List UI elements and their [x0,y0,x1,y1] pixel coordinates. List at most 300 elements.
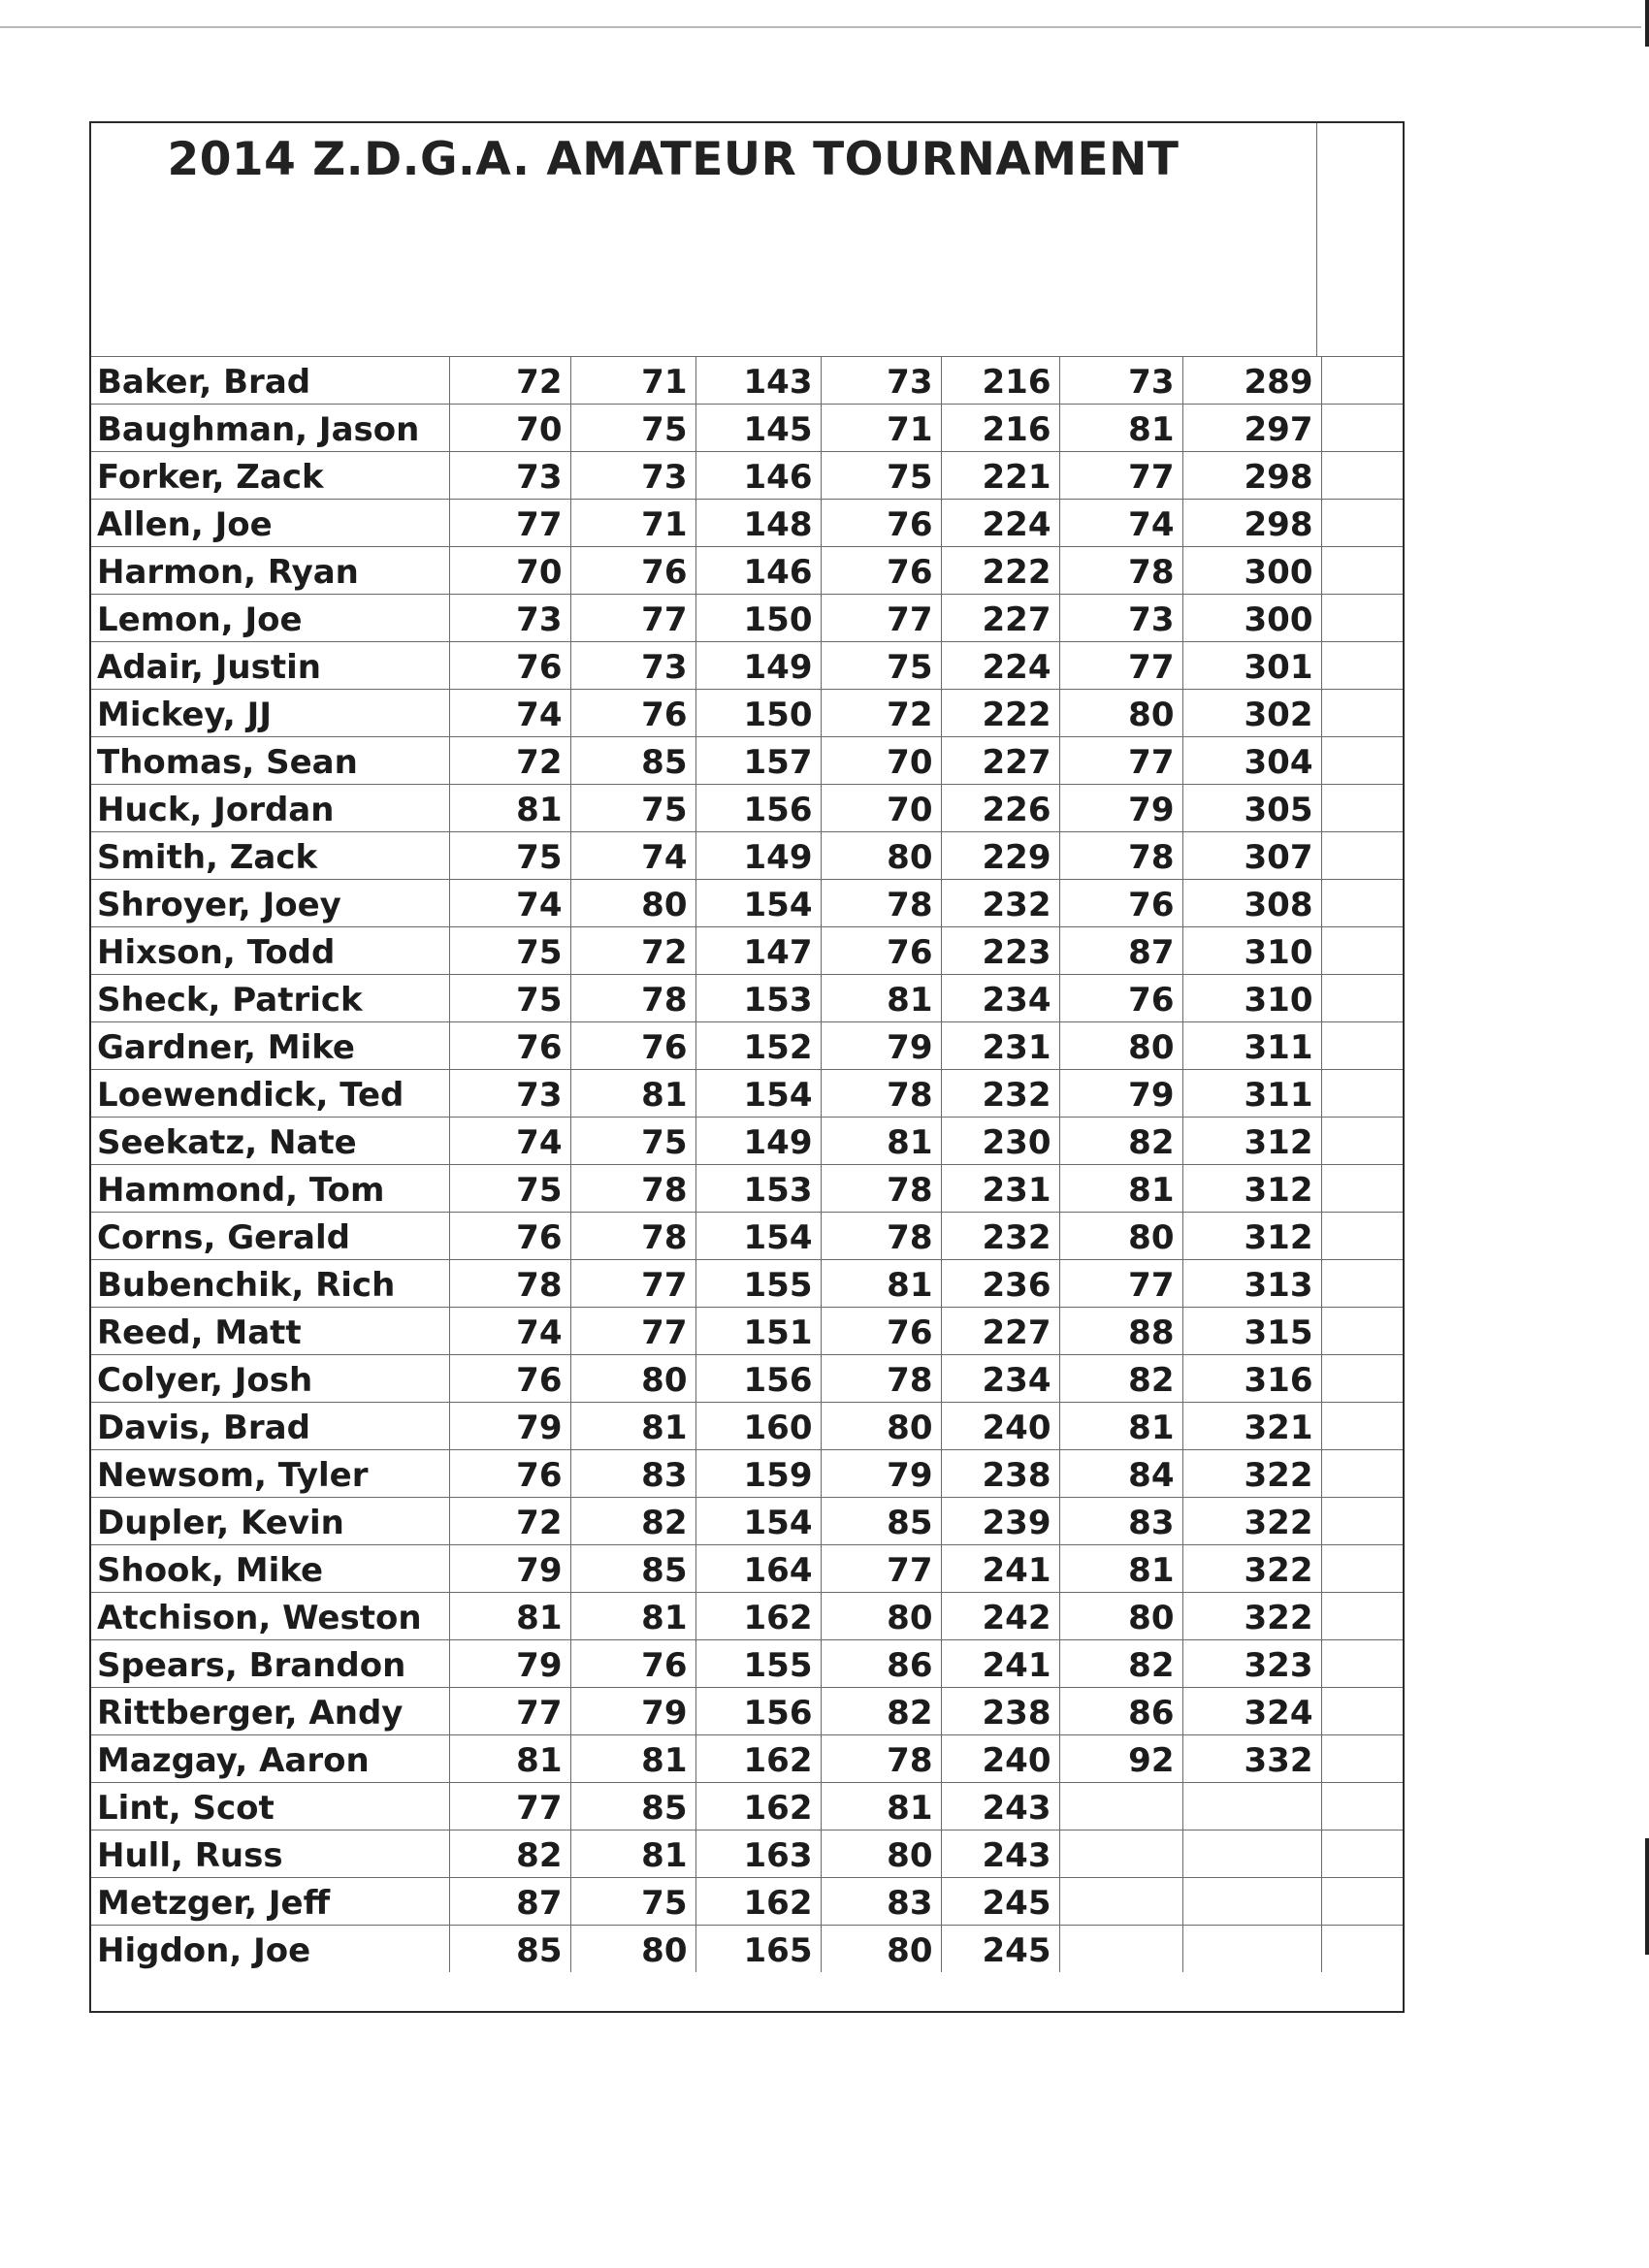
round-2-score: 82 [570,1497,695,1544]
total-72-score: 310 [1182,974,1321,1021]
player-name: Atchison, Weston [91,1592,449,1639]
round-2-score: 73 [570,451,695,499]
round-1-score: 70 [449,404,570,451]
empty-cell [1321,1639,1403,1687]
round-4-score: 88 [1059,1307,1182,1354]
empty-cell [1321,1402,1403,1449]
round-2-score: 78 [570,1164,695,1212]
total-36-score: 150 [695,594,821,641]
total-36-score: 163 [695,1830,821,1877]
total-54-score: 238 [941,1449,1059,1497]
total-72-score: 298 [1182,451,1321,499]
total-54-score: 221 [941,451,1059,499]
round-2-score: 85 [570,736,695,784]
total-36-score: 162 [695,1592,821,1639]
total-72-score: 312 [1182,1117,1321,1164]
table-row [91,546,1403,594]
total-54-score: 243 [941,1830,1059,1877]
round-3-score: 76 [821,499,941,546]
round-1-score: 77 [449,499,570,546]
table-row [91,499,1403,546]
total-72-score [1182,1782,1321,1830]
round-4-score: 86 [1059,1687,1182,1734]
total-54-score: 229 [941,831,1059,879]
total-54-score: 238 [941,1687,1059,1734]
round-4-score: 78 [1059,546,1182,594]
empty-cell [1321,831,1403,879]
total-72-score: 322 [1182,1497,1321,1544]
round-2-score: 74 [570,831,695,879]
scan-edge-mark [1645,1838,1649,1955]
total-36-score: 160 [695,1402,821,1449]
player-name: Metzger, Jeff [91,1877,449,1925]
player-name: Mickey, JJ [91,689,449,736]
round-4-score: 92 [1059,1734,1182,1782]
total-36-score: 146 [695,546,821,594]
total-36-score: 154 [695,1212,821,1259]
round-3-score: 81 [821,1782,941,1830]
table-row [91,594,1403,641]
player-name: Seekatz, Nate [91,1117,449,1164]
round-1-score: 75 [449,926,570,974]
total-54-score: 216 [941,356,1059,404]
total-36-score: 152 [695,1021,821,1069]
total-36-score: 145 [695,404,821,451]
total-36-score: 151 [695,1307,821,1354]
round-2-score: 71 [570,356,695,404]
round-3-score: 80 [821,1830,941,1877]
player-name: Colyer, Josh [91,1354,449,1402]
total-36-score: 155 [695,1639,821,1687]
round-4-score: 80 [1059,1592,1182,1639]
total-54-score: 222 [941,546,1059,594]
round-4-score: 73 [1059,356,1182,404]
total-72-score: 302 [1182,689,1321,736]
player-name: Lemon, Joe [91,594,449,641]
total-54-score: 227 [941,736,1059,784]
round-3-score: 78 [821,1734,941,1782]
total-72-score: 298 [1182,499,1321,546]
round-2-score: 80 [570,879,695,926]
round-1-score: 74 [449,1307,570,1354]
empty-cell [1321,594,1403,641]
total-36-score: 156 [695,1354,821,1402]
round-1-score: 74 [449,689,570,736]
table-row [91,926,1403,974]
player-name: Gardner, Mike [91,1021,449,1069]
table-row [91,1259,1403,1307]
total-72-score: 312 [1182,1212,1321,1259]
round-1-score: 72 [449,1497,570,1544]
total-36-score: 165 [695,1925,821,1972]
player-name: Shook, Mike [91,1544,449,1592]
table-row [91,1877,1403,1925]
total-72-score: 312 [1182,1164,1321,1212]
empty-cell [1321,1354,1403,1402]
header-column-divider [1316,123,1317,356]
round-3-score: 86 [821,1639,941,1687]
total-54-score: 223 [941,926,1059,974]
round-2-score: 77 [570,1259,695,1307]
empty-cell [1321,926,1403,974]
round-3-score: 78 [821,1212,941,1259]
round-2-score: 81 [570,1069,695,1117]
round-2-score: 81 [570,1402,695,1449]
total-72-score: 310 [1182,926,1321,974]
total-36-score: 154 [695,1069,821,1117]
table-row [91,1354,1403,1402]
round-1-score: 75 [449,831,570,879]
total-54-score: 234 [941,974,1059,1021]
table-row [91,1307,1403,1354]
round-2-score: 76 [570,1639,695,1687]
round-2-score: 81 [570,1592,695,1639]
empty-cell [1321,356,1403,404]
total-72-score: 300 [1182,594,1321,641]
round-3-score: 81 [821,974,941,1021]
total-36-score: 157 [695,736,821,784]
player-name: Hammond, Tom [91,1164,449,1212]
table-row [91,1734,1403,1782]
round-3-score: 81 [821,1259,941,1307]
round-4-score: 74 [1059,499,1182,546]
round-3-score: 78 [821,1069,941,1117]
total-36-score: 146 [695,451,821,499]
total-54-score: 226 [941,784,1059,831]
round-1-score: 75 [449,1164,570,1212]
table-row [91,404,1403,451]
total-54-score: 227 [941,594,1059,641]
round-2-score: 85 [570,1782,695,1830]
total-36-score: 162 [695,1877,821,1925]
player-name: Davis, Brad [91,1402,449,1449]
round-3-score: 72 [821,689,941,736]
total-54-score: 222 [941,689,1059,736]
player-name: Rittberger, Andy [91,1687,449,1734]
round-3-score: 70 [821,736,941,784]
round-4-score: 80 [1059,689,1182,736]
round-3-score: 77 [821,594,941,641]
round-4-score [1059,1782,1182,1830]
round-4-score: 77 [1059,736,1182,784]
total-72-score: 315 [1182,1307,1321,1354]
player-name: Shroyer, Joey [91,879,449,926]
total-72-score: 307 [1182,831,1321,879]
round-3-score: 75 [821,451,941,499]
round-4-score: 81 [1059,1402,1182,1449]
empty-cell [1321,1877,1403,1925]
total-54-score: 241 [941,1639,1059,1687]
round-3-score: 78 [821,1354,941,1402]
total-72-score: 304 [1182,736,1321,784]
total-36-score: 147 [695,926,821,974]
round-1-score: 72 [449,356,570,404]
player-name: Loewendick, Ted [91,1069,449,1117]
round-3-score: 78 [821,879,941,926]
empty-cell [1321,451,1403,499]
total-72-score: 322 [1182,1544,1321,1592]
total-36-score: 148 [695,499,821,546]
round-4-score: 76 [1059,974,1182,1021]
empty-cell [1321,1449,1403,1497]
total-72-score [1182,1830,1321,1877]
empty-cell [1321,974,1403,1021]
total-54-score: 240 [941,1734,1059,1782]
round-2-score: 78 [570,1212,695,1259]
total-72-score: 297 [1182,404,1321,451]
player-name: Lint, Scot [91,1782,449,1830]
round-1-score: 81 [449,1592,570,1639]
total-72-score: 324 [1182,1687,1321,1734]
round-4-score: 78 [1059,831,1182,879]
round-2-score: 73 [570,641,695,689]
round-4-score: 81 [1059,1164,1182,1212]
round-1-score: 76 [449,1449,570,1497]
round-3-score: 77 [821,1544,941,1592]
total-36-score: 143 [695,356,821,404]
round-2-score: 83 [570,1449,695,1497]
total-72-score: 311 [1182,1069,1321,1117]
round-2-score: 76 [570,689,695,736]
scan-edge-line [0,26,1641,28]
total-54-score: 231 [941,1021,1059,1069]
total-36-score: 149 [695,641,821,689]
total-54-score: 230 [941,1117,1059,1164]
total-36-score: 156 [695,1687,821,1734]
round-2-score: 75 [570,1877,695,1925]
round-4-score: 73 [1059,594,1182,641]
round-4-score: 77 [1059,641,1182,689]
round-4-score: 82 [1059,1117,1182,1164]
round-3-score: 83 [821,1877,941,1925]
round-3-score: 79 [821,1449,941,1497]
round-3-score: 80 [821,831,941,879]
table-row [91,689,1403,736]
total-54-score: 242 [941,1592,1059,1639]
round-2-score: 76 [570,1021,695,1069]
empty-cell [1321,1021,1403,1069]
round-4-score: 82 [1059,1354,1182,1402]
total-54-score: 245 [941,1877,1059,1925]
player-name: Newsom, Tyler [91,1449,449,1497]
table-row [91,1925,1403,1972]
round-2-score: 71 [570,499,695,546]
total-36-score: 153 [695,1164,821,1212]
total-54-score: 232 [941,1212,1059,1259]
total-36-score: 149 [695,831,821,879]
header-area [91,123,1403,357]
total-36-score: 159 [695,1449,821,1497]
round-3-score: 79 [821,1021,941,1069]
round-4-score: 83 [1059,1497,1182,1544]
total-36-score: 154 [695,879,821,926]
round-2-score: 85 [570,1544,695,1592]
empty-cell [1321,404,1403,451]
round-1-score: 70 [449,546,570,594]
round-3-score: 80 [821,1402,941,1449]
empty-cell [1321,689,1403,736]
round-1-score: 73 [449,594,570,641]
round-2-score: 79 [570,1687,695,1734]
round-4-score: 81 [1059,404,1182,451]
player-name: Allen, Joe [91,499,449,546]
empty-cell [1321,1117,1403,1164]
round-2-score: 72 [570,926,695,974]
round-1-score: 74 [449,1117,570,1164]
total-72-score: 301 [1182,641,1321,689]
total-54-score: 245 [941,1925,1059,1972]
table-row [91,1449,1403,1497]
table-row [91,1117,1403,1164]
round-3-score: 75 [821,641,941,689]
round-1-score: 75 [449,974,570,1021]
empty-cell [1321,499,1403,546]
round-1-score: 73 [449,451,570,499]
round-2-score: 75 [570,784,695,831]
round-2-score: 81 [570,1830,695,1877]
score-sheet [89,121,1405,2013]
total-72-score: 305 [1182,784,1321,831]
empty-cell [1321,736,1403,784]
player-name: Baughman, Jason [91,404,449,451]
player-name: Harmon, Ryan [91,546,449,594]
round-4-score: 84 [1059,1449,1182,1497]
table-row [91,641,1403,689]
table-row [91,451,1403,499]
total-54-score: 241 [941,1544,1059,1592]
empty-cell [1321,1307,1403,1354]
round-3-score: 85 [821,1497,941,1544]
empty-cell [1321,1164,1403,1212]
table-row [91,736,1403,784]
table-row [91,356,1403,404]
scan-edge-mark [1645,0,1649,47]
player-name: Forker, Zack [91,451,449,499]
round-3-score: 81 [821,1117,941,1164]
round-4-score: 77 [1059,451,1182,499]
round-4-score: 80 [1059,1212,1182,1259]
player-name: Baker, Brad [91,356,449,404]
round-4-score [1059,1877,1182,1925]
round-1-score: 78 [449,1259,570,1307]
total-54-score: 236 [941,1259,1059,1307]
total-72-score [1182,1877,1321,1925]
player-name: Hull, Russ [91,1830,449,1877]
round-1-score: 81 [449,1734,570,1782]
total-72-score: 300 [1182,546,1321,594]
empty-cell [1321,1544,1403,1592]
round-2-score: 80 [570,1354,695,1402]
round-4-score: 79 [1059,1069,1182,1117]
round-1-score: 79 [449,1639,570,1687]
round-4-score [1059,1925,1182,1972]
total-72-score [1182,1925,1321,1972]
empty-cell [1321,1592,1403,1639]
player-name: Mazgay, Aaron [91,1734,449,1782]
total-54-score: 243 [941,1782,1059,1830]
total-36-score: 149 [695,1117,821,1164]
table-row [91,1592,1403,1639]
total-36-score: 150 [695,689,821,736]
table-row [91,1639,1403,1687]
empty-cell [1321,1212,1403,1259]
round-1-score: 76 [449,1354,570,1402]
player-name: Huck, Jordan [91,784,449,831]
round-1-score: 72 [449,736,570,784]
total-54-score: 232 [941,879,1059,926]
total-72-score: 316 [1182,1354,1321,1402]
round-3-score: 70 [821,784,941,831]
table-row [91,1212,1403,1259]
player-name: Bubenchik, Rich [91,1259,449,1307]
empty-cell [1321,546,1403,594]
round-1-score: 73 [449,1069,570,1117]
round-3-score: 76 [821,1307,941,1354]
total-36-score: 153 [695,974,821,1021]
round-2-score: 76 [570,546,695,594]
total-72-score: 289 [1182,356,1321,404]
total-54-score: 232 [941,1069,1059,1117]
round-3-score: 78 [821,1164,941,1212]
table-row [91,784,1403,831]
empty-cell [1321,1069,1403,1117]
total-36-score: 162 [695,1734,821,1782]
table-row [91,1830,1403,1877]
empty-cell [1321,1687,1403,1734]
empty-cell [1321,1782,1403,1830]
total-54-score: 224 [941,641,1059,689]
round-3-score: 82 [821,1687,941,1734]
round-4-score: 77 [1059,1259,1182,1307]
total-72-score: 322 [1182,1592,1321,1639]
round-3-score: 71 [821,404,941,451]
total-54-score: 224 [941,499,1059,546]
round-3-score: 76 [821,546,941,594]
total-36-score: 156 [695,784,821,831]
total-36-score: 154 [695,1497,821,1544]
round-4-score: 82 [1059,1639,1182,1687]
round-1-score: 79 [449,1544,570,1592]
player-name: Reed, Matt [91,1307,449,1354]
round-3-score: 80 [821,1592,941,1639]
round-1-score: 87 [449,1877,570,1925]
round-2-score: 75 [570,404,695,451]
empty-cell [1321,641,1403,689]
round-1-score: 79 [449,1402,570,1449]
round-3-score: 80 [821,1925,941,1972]
round-1-score: 76 [449,1212,570,1259]
round-2-score: 81 [570,1734,695,1782]
round-4-score: 79 [1059,784,1182,831]
player-name: Dupler, Kevin [91,1497,449,1544]
round-1-score: 81 [449,784,570,831]
table-row [91,1402,1403,1449]
empty-cell [1321,784,1403,831]
total-72-score: 308 [1182,879,1321,926]
total-36-score: 155 [695,1259,821,1307]
total-54-score: 239 [941,1497,1059,1544]
round-2-score: 77 [570,1307,695,1354]
table-row [91,1021,1403,1069]
empty-cell [1321,1830,1403,1877]
round-1-score: 77 [449,1687,570,1734]
empty-cell [1321,1497,1403,1544]
round-4-score [1059,1830,1182,1877]
round-2-score: 78 [570,974,695,1021]
empty-cell [1321,879,1403,926]
round-1-score: 77 [449,1782,570,1830]
round-4-score: 76 [1059,879,1182,926]
